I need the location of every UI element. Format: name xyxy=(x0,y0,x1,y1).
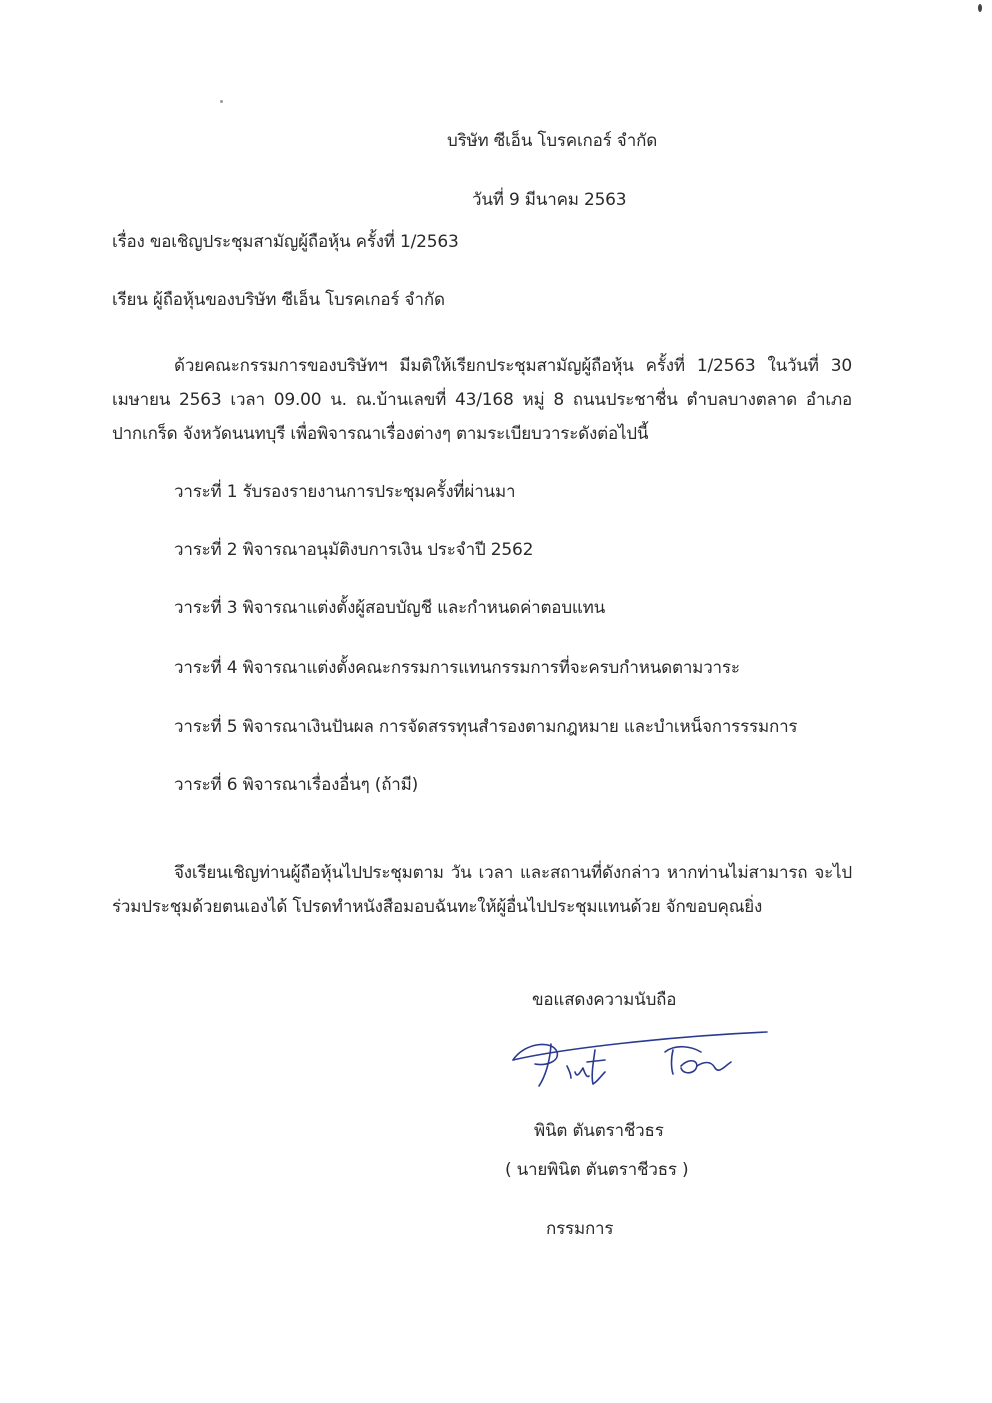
scan-speck xyxy=(220,100,223,103)
signer-full-name: ( นายพินิต ตันตราชีวธร ) xyxy=(505,1160,689,1180)
agenda-item-4: วาระที่ 4 พิจารณาแต่งตั้งคณะกรรมการแทนกรรมการที่จะครบกำหนดตามวาระ xyxy=(174,658,740,678)
agenda-item-3: วาระที่ 3 พิจารณาแต่งตั้งผู้สอบบัญชี และกำหนดค่าตอบแทน xyxy=(174,598,606,618)
agenda-item-6: วาระที่ 6 พิจารณาเรื่องอื่นๆ (ถ้ามี) xyxy=(174,775,419,795)
regards-line: ขอแสดงความนับถือ xyxy=(532,990,677,1010)
agenda-item-5: วาระที่ 5 พิจารณาเงินปันผล การจัดสรรทุนสำรองตามกฎหมาย และบำเหน็จการรรมการ xyxy=(174,717,798,737)
agenda-item-1: วาระที่ 1 รับรองรายงานการประชุมครั้งที่ผ่านมา xyxy=(174,482,516,502)
signature-image xyxy=(505,1022,775,1102)
scan-speck xyxy=(978,4,982,12)
intro-paragraph: ด้วยคณะกรรมการของบริษัทฯ มีมติให้เรียกประชุมสามัญผู้ถือหุ้น ครั้งที่ 1/2563 ในวันที่ 30 เมษายน 2563 เวลา 09.00 น. ณ.บ้านเลขที่ 43/168 หมู่ 8 ถนนประชาชื่น ตำบลบางตลาด อำเภอปากเกร็ด จังหวัดนนทบุรี เพื่อพิจารณาเรื่องต่างๆ ตามระเบียบวาระดังต่อไปนี้ xyxy=(112,356,852,444)
signer-position: กรรมการ xyxy=(546,1219,614,1239)
salutation-line: เรียน ผู้ถือหุ้นของบริษัท ซีเอ็น โบรคเกอร์ จำกัด xyxy=(112,290,445,310)
agenda-item-2: วาระที่ 2 พิจารณาอนุมัติงบการเงิน ประจำปี 2562 xyxy=(174,540,534,560)
company-name: บริษัท ซีเอ็น โบรคเกอร์ จำกัด xyxy=(447,131,658,151)
signer-name: พินิต ตันตราชีวธร xyxy=(534,1121,664,1141)
subject-line: เรื่อง ขอเชิญประชุมสามัญผู้ถือหุ้น ครั้งที่ 1/2563 xyxy=(112,232,459,252)
letter-date: วันที่ 9 มีนาคม 2563 xyxy=(472,190,627,210)
closing-paragraph: จึงเรียนเชิญท่านผู้ถือหุ้นไปประชุมตาม วัน เวลา และสถานที่ดังกล่าว หากท่านไม่สามารถ จะไปร่วมประชุมด้วยตนเองได้ โปรดทำหนังสือมอบฉันทะให้ผู้อื่นไปประชุมแทนด้วย จักขอบคุณยิ่ง xyxy=(112,863,852,917)
